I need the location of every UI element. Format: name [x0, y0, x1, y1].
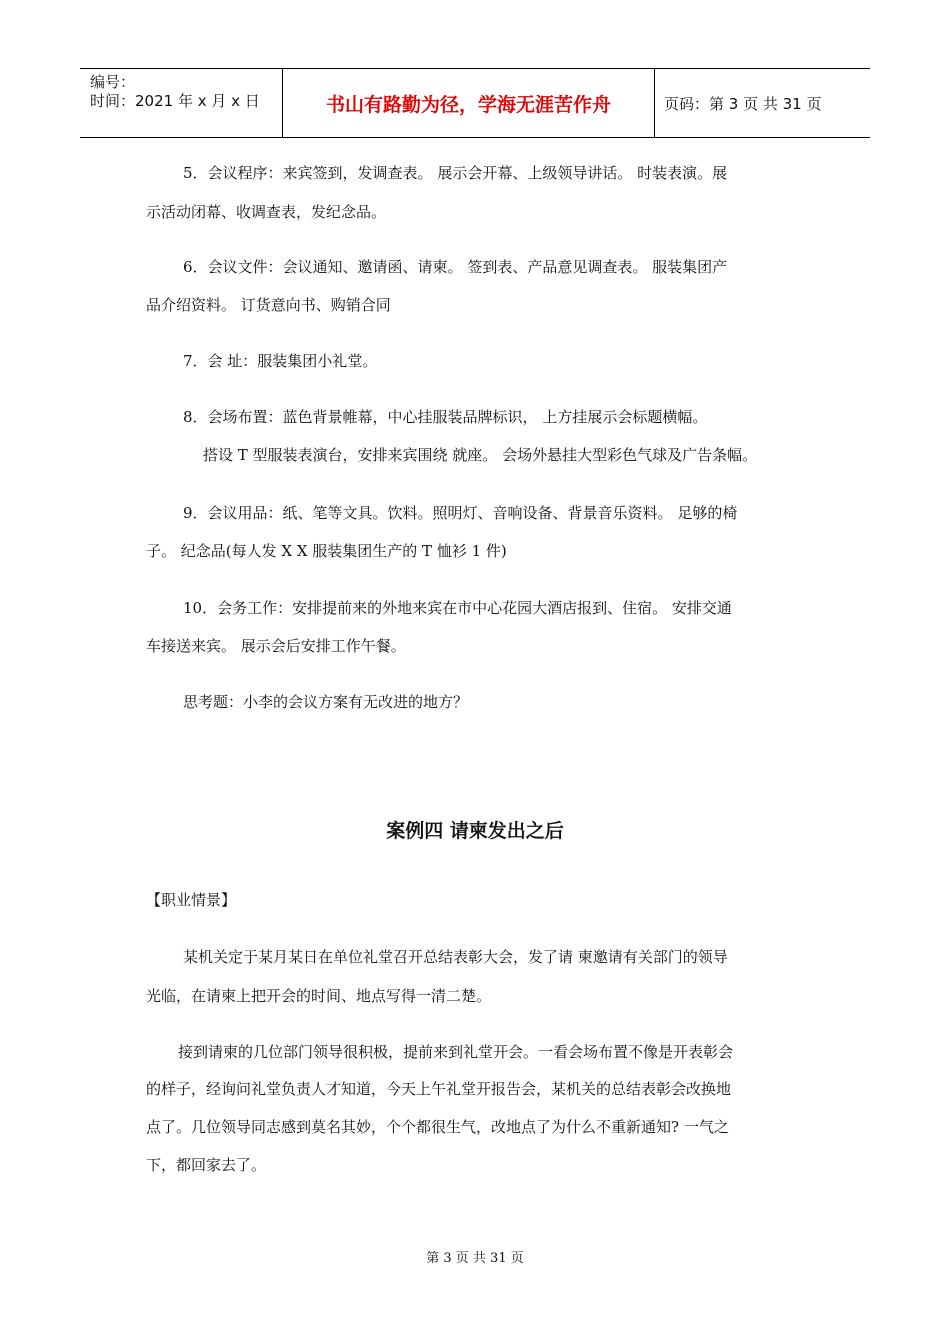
date-line: 时间：2021 年 x 月 x 日 [90, 92, 260, 110]
header-page-info: 页码：第 3 页 共 31 页 [664, 94, 822, 113]
item-10-line2: 车接送来宾。 展示会后安排工作午餐。 [146, 637, 406, 655]
para1-line2: 光临，在请柬上把开会的时间、地点写得一清二楚。 [146, 987, 492, 1005]
item-9-line1: 9．会议用品：纸、笔等文具。饮料。照明灯、音响设备、背景音乐资料。 足够的椅 [183, 504, 738, 522]
question: 思考题：小李的会议方案有无改进的地方？ [183, 693, 469, 711]
item-10-line1: 10．会务工作：安排提前来的外地来宾在市中心花园大酒店报到、住宿。 安排交通 [183, 599, 732, 617]
para2-line4: 下，都回家去了。 [146, 1156, 267, 1174]
item-6-line1: 6．会议文件：会议通知、邀请函、请柬。 签到表、产品意见调查表。 服装集团产 [183, 258, 728, 276]
item-5-line2: 示活动闭幕、收调查表，发纪念品。 [146, 203, 387, 221]
para2-line3: 点了。几位领导同志感到莫名其妙，个个都很生气，改地点了为什么不重新通知? 一气之 [146, 1118, 729, 1136]
item-8-line2: 搭设 T 型服装表演台，安排来宾围绕 就座。 会场外悬挂大型彩色气球及广告条幅。 [203, 446, 758, 464]
header-meta [80, 69, 282, 137]
para2-line1: 接到请柬的几位部门领导很积极，提前来到礼堂开会。一看会场布置不像是开表彰会 [178, 1043, 734, 1061]
item-6-line2: 品介绍资料。 订货意向书、购销合同 [146, 296, 391, 314]
item-7-line1: 7．会 址：服装集团小礼堂。 [183, 352, 378, 370]
case-title: 案例四 请柬发出之后 [386, 820, 564, 842]
item-9-line2: 子。 纪念品(每人发 X X 服装集团生产的 T 恤衫 1 件) [146, 542, 507, 560]
section-label: 【职业情景】 [146, 891, 237, 909]
item-8-line1: 8．会场布置：蓝色背景帷幕，中心挂服装品牌标识， 上方挂展示会标题横幅。 [183, 408, 708, 426]
number-label: 编号： [90, 73, 136, 91]
header-motto: 书山有路勤为径，学海无涯苦作舟 [282, 69, 655, 137]
item-5-line1: 5．会议程序：来宾签到，发调查表。 展示会开幕、上级领导讲话。 时装表演。展 [183, 164, 728, 182]
para1-line1: 某机关定于某月某日在单位礼堂召开总结表彰大会，发了请 柬邀请有关部门的领导 [183, 948, 728, 966]
page-header [80, 68, 870, 138]
para2-line2: 的样子，经询问礼堂负责人才知道，今天上午礼堂开报告会，某机关的总结表彰会改换地 [146, 1080, 732, 1098]
page-footer: 第 3 页 共 31 页 [426, 1251, 524, 1266]
